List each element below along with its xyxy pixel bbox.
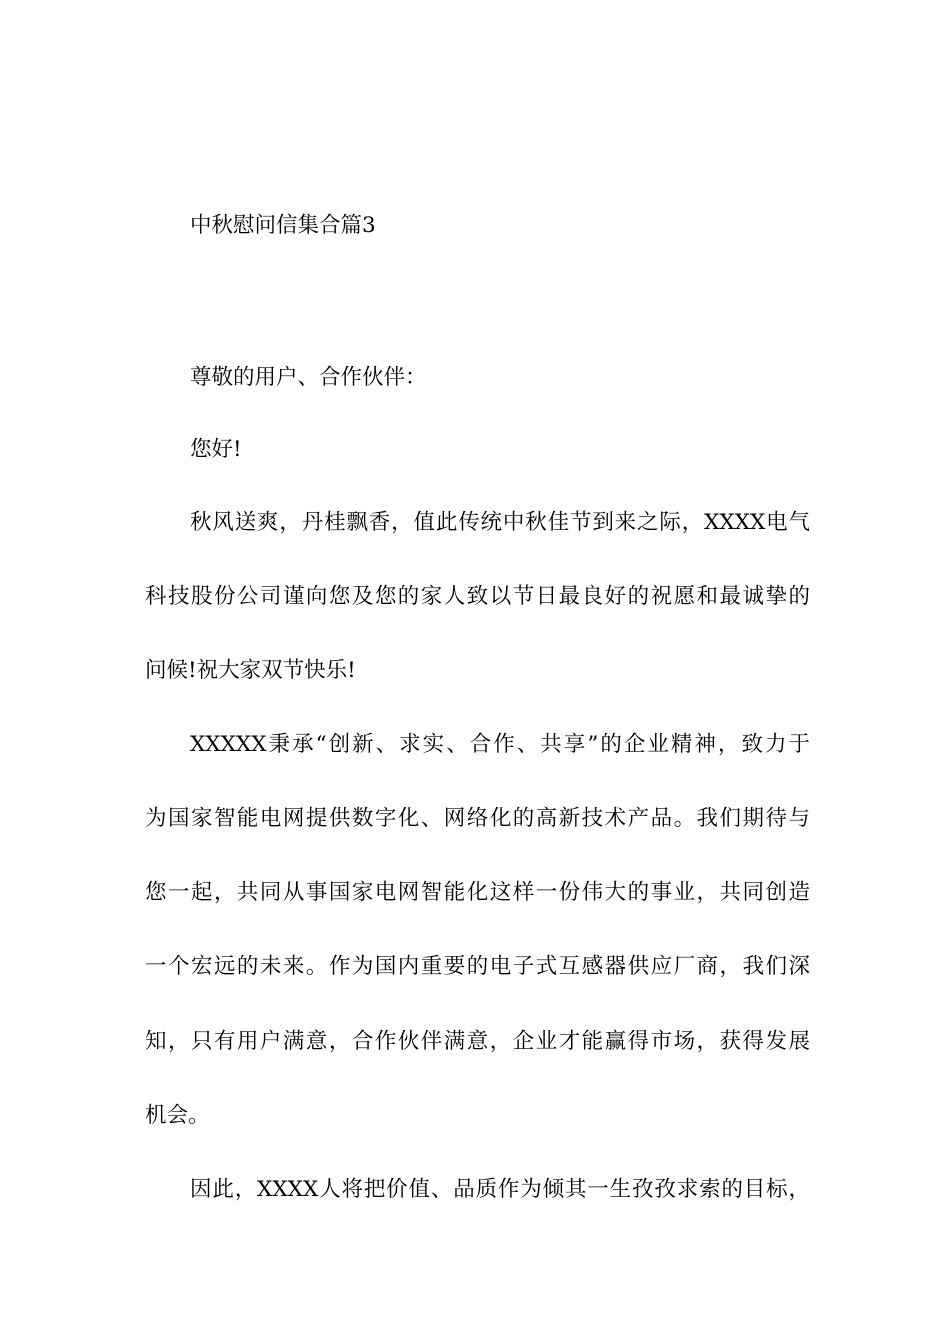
paragraph-2-line-6: 机会。 bbox=[145, 1103, 210, 1128]
paragraph-1-line-1: 秋风送爽，丹桂飘香，值此传统中秋佳节到来之际，XXXX电气 bbox=[190, 510, 810, 535]
paragraph-2-line-4: 一个宏远的未来。作为国内重要的电子式互感器供应厂商，我们深 bbox=[145, 954, 810, 979]
greeting: 您好! bbox=[190, 437, 242, 462]
paragraph-2-line-1: XXXXX秉承“创新、求实、合作、共享”的企业精神，致力于 bbox=[190, 732, 810, 757]
paragraph-2-line-2: 为国家智能电网提供数字化、网络化的高新技术产品。我们期待与 bbox=[145, 806, 810, 831]
paragraph-2-line-3: 您一起，共同从事国家电网智能化这样一份伟大的事业，共同创造 bbox=[145, 880, 810, 905]
salutation: 尊敬的用户、合作伙伴： bbox=[190, 365, 427, 390]
paragraph-2-line-5: 知，只有用户满意，合作伙伴满意，企业才能赢得市场，获得发展 bbox=[145, 1029, 810, 1054]
paragraph-1-line-3: 问候!祝大家双节快乐! bbox=[145, 658, 356, 683]
paragraph-3-line-1: 因此，XXXX人将把价值、品质作为倾其一生孜孜求索的目标， bbox=[190, 1177, 810, 1202]
paragraph-1-line-2: 科技股份公司谨向您及您的家人致以节日最良好的祝愿和最诚挚的 bbox=[145, 584, 810, 609]
document-heading: 中秋慰问信集合篇3 bbox=[190, 213, 376, 238]
